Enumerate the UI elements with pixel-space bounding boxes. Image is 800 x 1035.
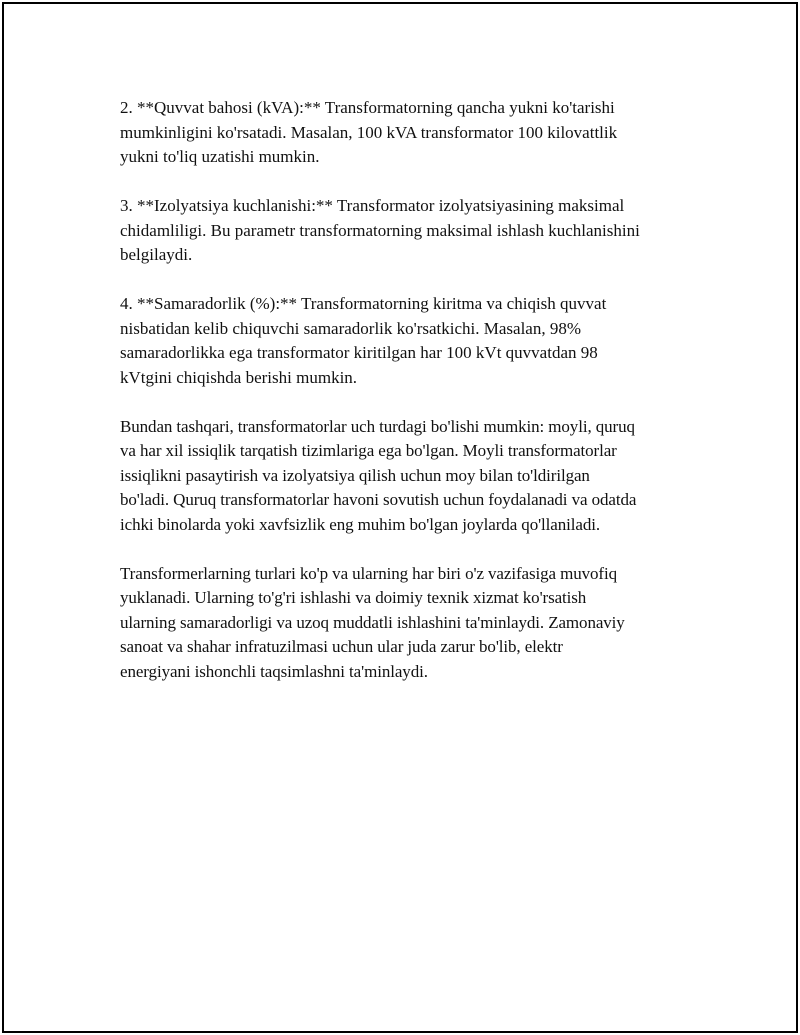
paragraph-line: ichki binolarda yoki xavfsizlik eng muhim bo'lgan joylarda qo'llaniladi. bbox=[120, 514, 601, 534]
paragraph-line: nisbatidan kelib chiquvchi samaradorlik ko'rsatkichi. Masalan, 98% bbox=[120, 318, 582, 338]
paragraph-line: sanoat va shahar infratuzilmasi uchun ular juda zarur bo'lib, elektr bbox=[120, 637, 563, 656]
paragraph-line: va har xil issiqlik tarqatish tizimlariga ega bo'lgan. Moyli transformatorlar bbox=[120, 441, 617, 460]
paragraph-line: chidamliligi. Bu parametr transformatorning maksimal ishlash kuchlanishini bbox=[120, 220, 640, 240]
paragraph-line: 2. **Quvvat bahosi (kVA):** Transformatorning qancha yukni ko'tarishi bbox=[120, 98, 615, 117]
paragraph-line: mumkinligini ko'rsatadi. Masalan, 100 kVA transformator 100 kilovattlik bbox=[120, 122, 618, 142]
paragraph-turlari bbox=[120, 415, 700, 538]
paragraph-line: Bundan tashqari, transformatorlar uch turdagi bo'lishi mumkin: moyli, quruq bbox=[120, 416, 635, 436]
paragraph-line: kVtgini chiqishda berishi mumkin. bbox=[120, 367, 358, 387]
paragraph-line: Transformerlarning turlari ko'p va ularning har biri o'z vazifasiga muvofiq bbox=[120, 563, 617, 583]
paragraph-line: samaradorlikka ega transformator kiritilgan har 100 kVt quvvatdan 98 bbox=[120, 343, 598, 362]
paragraph-xulosa bbox=[120, 562, 700, 685]
paragraph-line: ularning samaradorligi va uzoq muddatli ishlashini ta'minlaydi. Zamonaviy bbox=[120, 612, 625, 632]
page-frame bbox=[2, 2, 798, 1033]
paragraph-line: belgilaydi. bbox=[120, 245, 193, 264]
paragraph-quvvat-bahosi bbox=[120, 96, 700, 170]
paragraph-line: bo'ladi. Quruq transformatorlar havoni sovutish uchun foydalanadi va odatda bbox=[120, 490, 637, 509]
paragraph-line: 3. **Izolyatsiya kuchlanishi:** Transformator izolyatsiyasining maksimal bbox=[120, 196, 625, 215]
paragraph-line: 4. **Samaradorlik (%):** Transformatorning kiritma va chiqish quvvat bbox=[120, 294, 607, 313]
paragraph-line: yukni to'liq uzatishi mumkin. bbox=[120, 147, 320, 166]
paragraph-izolyatsiya-kuchlanishi bbox=[120, 194, 700, 268]
paragraph-line: energiyani ishonchli taqsimlashni ta'minlaydi. bbox=[120, 661, 428, 681]
document-body bbox=[120, 96, 700, 709]
paragraph-samaradorlik bbox=[120, 292, 700, 390]
paragraph-line: issiqlikni pasaytirish va izolyatsiya qilish uchun moy bilan to'ldirilgan bbox=[120, 465, 590, 485]
paragraph-line: yuklanadi. Ularning to'g'ri ishlashi va doimiy texnik xizmat ko'rsatish bbox=[120, 588, 587, 607]
